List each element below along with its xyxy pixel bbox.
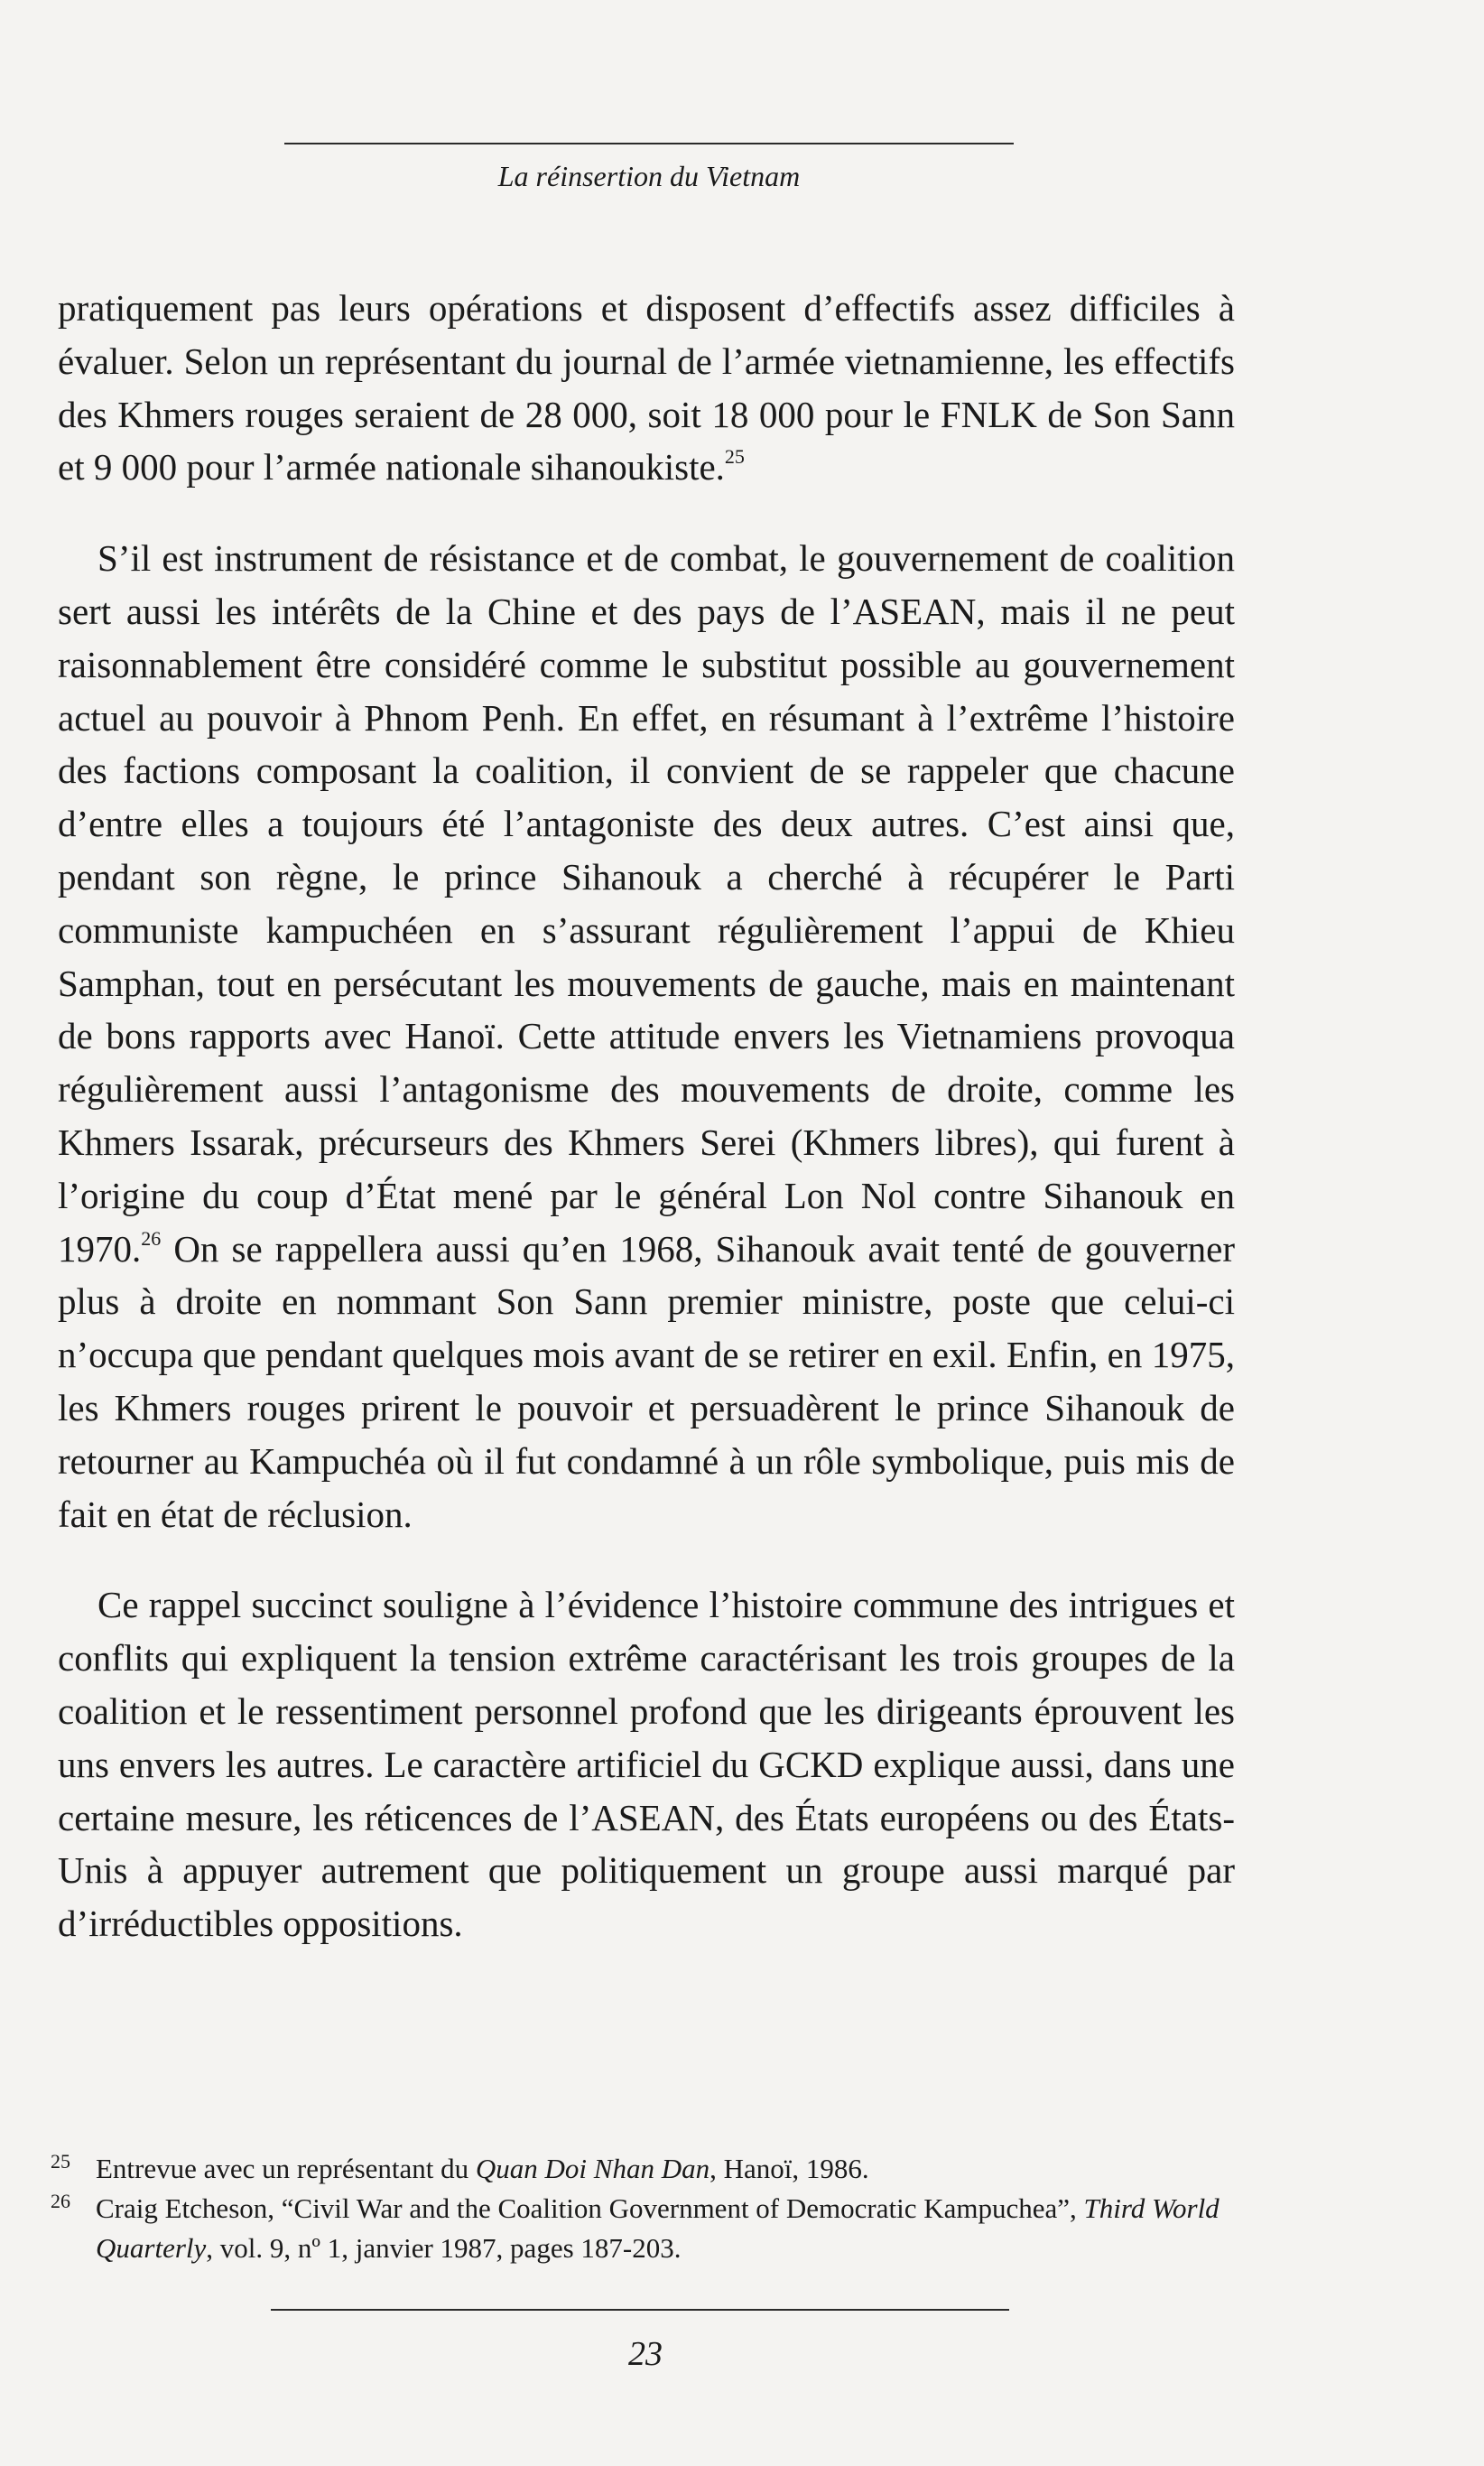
note-ref-26[interactable]: 26 [141, 1226, 162, 1250]
footer-rule [271, 2309, 1009, 2311]
footnote-26 [51, 2189, 1233, 2268]
footnote-number: 26 [51, 2190, 70, 2212]
running-head: La réinsertion du Vietnam [497, 160, 801, 192]
footnote-text: , vol. 9, nº 1, janvier 1987, pages 187-203. [206, 2232, 682, 2264]
header-rule [284, 143, 1014, 144]
paragraph-3 [58, 1578, 1235, 1950]
footnotes [51, 2149, 1233, 2268]
paragraph-2-text-before: S’il est instrument de résistance et de combat, le gouvernement de coalition sert aussi les intérêts de la Chine et des pays de l’ASEAN, mais il ne peut raisonnablement être considéré comme le substitut possible au gouvernement actuel au pouvoir à Phnom Penh. En effet, en résumant à l’extrême l’histoire des factions composant la coalition, il convient de se rappeler que chacune d’entre elles a toujours été l’antagoniste des deux autres. C’est ainsi que, pendant son règne, le prince Sihanouk a cherché à récupérer le Parti communiste kampuchéen en s’assurant régulièrement l’appui de Khieu Samphan, tout en persécutant les mouvements de gauche, mais en maintenant de bons rapports avec Hanoï. Cette attitude envers les Vietnamiens provoqua régulièrement aussi l’antagonisme des mouvements de droite, comme les Khmers Issarak, précurseurs des Khmers Serei (Khmers libres), qui furent à l’origine du coup d’État mené par le général Lon Nol contre Sihanouk en 1970. [58, 537, 1235, 1270]
paragraph-2 [58, 532, 1235, 1540]
page-number: 23 [628, 2335, 663, 2373]
paragraph-2-text-after: On se rappellera aussi qu’en 1968, Sihanouk avait tenté de gouverner plus à droite en nommant Son Sann premier ministre, poste que celui-ci n’occupa que pendant quelques mois avant de se retirer en exil. Enfin, en 1975, les Khmers rouges prirent le pouvoir et persuadèrent le prince Sihanouk de retourner au Kampuchéa où il fut condamné à un rôle symbolique, puis mis de fait en état de réclusion. [58, 1227, 1235, 1535]
footnote-text: Craig Etcheson, “Civil War and the Coalition Government of Democratic Kampuchea”, [96, 2192, 1084, 2224]
footnote-number: 25 [51, 2150, 70, 2173]
note-ref-25[interactable]: 25 [724, 445, 745, 469]
paragraph-1 [58, 282, 1235, 494]
paragraph-1-text: pratiquement pas leurs opérations et disposent d’effectifs assez difficiles à évaluer. Selon un représentant du journal de l’armée vietnamienne, les effectifs des Khmers rouges seraient de 28 000, soit 18 000 pour le FNLK de Son Sann et 9 000 pour l’armée nationale sihanoukiste. [58, 287, 1235, 489]
footnote-text: , Hanoï, 1986. [710, 2153, 869, 2184]
footnote-source-title: Quan Doi Nhan Dan [475, 2153, 710, 2184]
footnote-text: Entrevue avec un représentant du [96, 2153, 476, 2184]
paragraph-3-text: Ce rappel succinct souligne à l’évidence l’histoire commune des intrigues et conflits qui expliquent la tension extrême caractérisant les trois groupes de la coalition et le ressentiment personnel profond que les dirigeants éprouvent les uns envers les autres. Le caractère artificiel du GCKD explique aussi, dans une certaine mesure, les réticences de l’ASEAN, des États européens ou des États-Unis à appuyer autrement que politiquement un groupe aussi marqué par d’irréductibles oppositions. [58, 1584, 1235, 1945]
footnote-25 [51, 2149, 1233, 2189]
body-text [58, 282, 1235, 1950]
footnote-source-title: Third World Quarterly [96, 2192, 1220, 2264]
